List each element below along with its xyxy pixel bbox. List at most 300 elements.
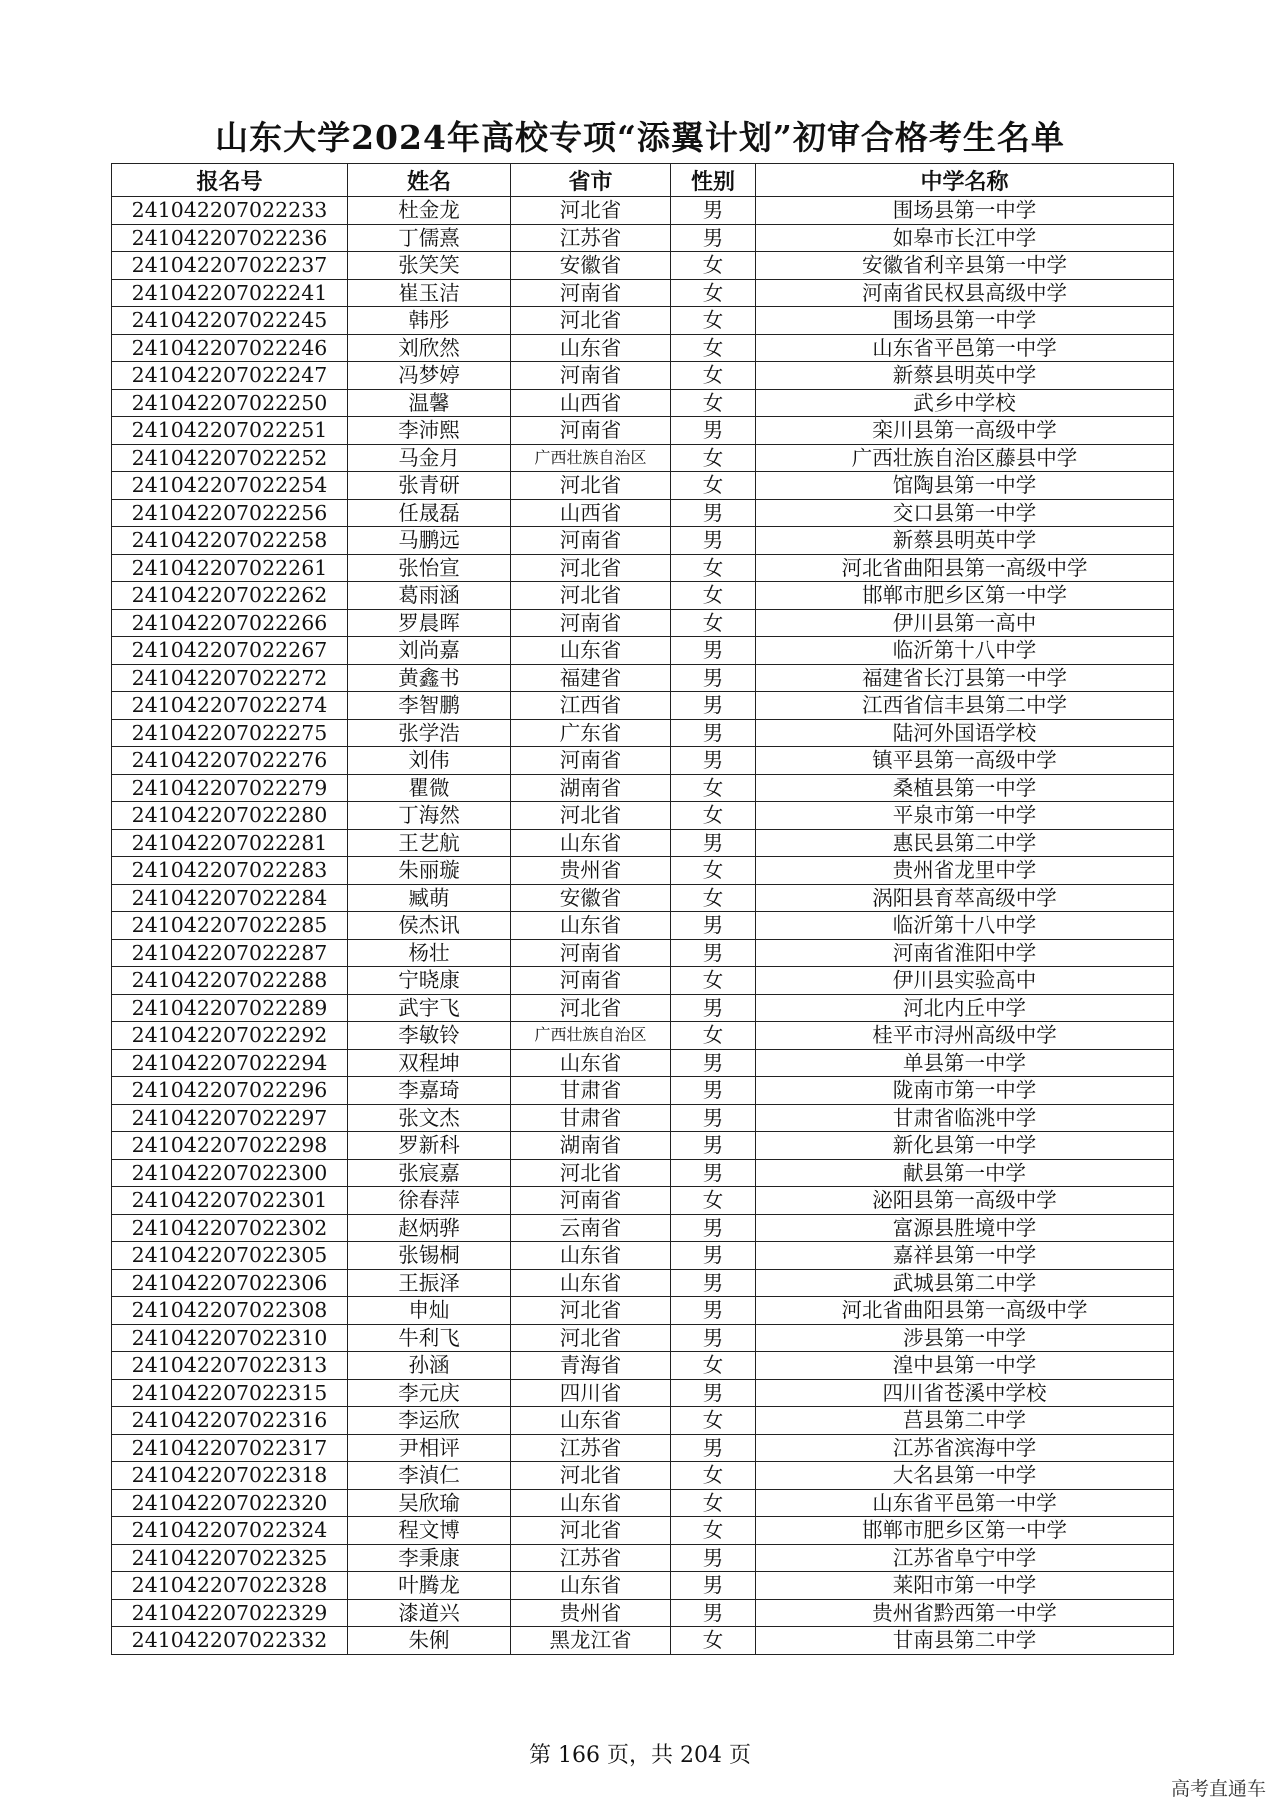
school-cell: 武乡中学校	[756, 389, 1174, 417]
registration-number-cell: 241042207022285	[112, 912, 348, 940]
province-cell: 四川省	[511, 1379, 671, 1407]
registration-number-cell: 241042207022280	[112, 802, 348, 830]
province-cell: 广西壮族自治区	[511, 444, 671, 472]
school-cell: 临沂第十八中学	[756, 912, 1174, 940]
table-row	[112, 1434, 1174, 1462]
registration-number-cell: 241042207022233	[112, 197, 348, 225]
gender-cell: 女	[671, 279, 756, 307]
gender-cell: 男	[671, 417, 756, 445]
registration-number-cell: 241042207022247	[112, 362, 348, 390]
school-cell: 邯郸市肥乡区第一中学	[756, 1517, 1174, 1545]
registration-number-cell: 241042207022315	[112, 1379, 348, 1407]
gender-cell: 男	[671, 1269, 756, 1297]
gender-cell: 男	[671, 527, 756, 555]
gender-cell: 女	[671, 554, 756, 582]
gender-cell: 男	[671, 1379, 756, 1407]
school-cell: 单县第一中学	[756, 1049, 1174, 1077]
registration-number-cell: 241042207022298	[112, 1132, 348, 1160]
registration-number-cell: 241042207022245	[112, 307, 348, 335]
province-cell: 湖南省	[511, 1132, 671, 1160]
gender-cell: 女	[671, 884, 756, 912]
gender-cell: 男	[671, 994, 756, 1022]
school-cell: 大名县第一中学	[756, 1462, 1174, 1490]
name-cell: 朱俐	[348, 1627, 511, 1655]
gender-cell: 男	[671, 664, 756, 692]
province-cell: 甘肃省	[511, 1077, 671, 1105]
registration-number-cell: 241042207022300	[112, 1159, 348, 1187]
gender-cell: 女	[671, 1489, 756, 1517]
table-row	[112, 1242, 1174, 1270]
table-row	[112, 719, 1174, 747]
table-row	[112, 472, 1174, 500]
name-cell: 马鹏远	[348, 527, 511, 555]
gender-cell: 男	[671, 224, 756, 252]
school-cell: 新蔡县明英中学	[756, 362, 1174, 390]
school-cell: 涡阳县育萃高级中学	[756, 884, 1174, 912]
name-cell: 李嘉琦	[348, 1077, 511, 1105]
name-cell: 漆道兴	[348, 1599, 511, 1627]
name-cell: 孙涵	[348, 1352, 511, 1380]
candidate-table	[111, 163, 1174, 1655]
table-row	[112, 1544, 1174, 1572]
name-cell: 李沛熙	[348, 417, 511, 445]
name-cell: 李智鹏	[348, 692, 511, 720]
province-cell: 黑龙江省	[511, 1627, 671, 1655]
table-row	[112, 362, 1174, 390]
school-cell: 贵州省龙里中学	[756, 857, 1174, 885]
school-cell: 惠民县第二中学	[756, 829, 1174, 857]
province-cell: 河北省	[511, 197, 671, 225]
school-cell: 泌阳县第一高级中学	[756, 1187, 1174, 1215]
name-cell: 马金月	[348, 444, 511, 472]
registration-number-cell: 241042207022241	[112, 279, 348, 307]
registration-number-cell: 241042207022289	[112, 994, 348, 1022]
page-title: 山东大学2024年高校专项“添翼计划”初审合格考生名单	[215, 118, 1065, 157]
school-cell: 桂平市浔州高级中学	[756, 1022, 1174, 1050]
name-cell: 崔玉洁	[348, 279, 511, 307]
gender-cell: 男	[671, 829, 756, 857]
name-cell: 罗晨晖	[348, 609, 511, 637]
name-cell: 叶腾龙	[348, 1572, 511, 1600]
registration-number-cell: 241042207022284	[112, 884, 348, 912]
province-cell: 河南省	[511, 967, 671, 995]
school-cell: 临沂第十八中学	[756, 637, 1174, 665]
name-cell: 李秉康	[348, 1544, 511, 1572]
school-cell: 伊川县第一高中	[756, 609, 1174, 637]
school-cell: 陆河外国语学校	[756, 719, 1174, 747]
table-row	[112, 1599, 1174, 1627]
name-cell: 刘尚嘉	[348, 637, 511, 665]
province-cell: 广西壮族自治区	[511, 1022, 671, 1050]
name-cell: 任晟磊	[348, 499, 511, 527]
gender-cell: 女	[671, 472, 756, 500]
province-cell: 安徽省	[511, 884, 671, 912]
registration-number-cell: 241042207022310	[112, 1324, 348, 1352]
province-cell: 河北省	[511, 1517, 671, 1545]
province-cell: 河南省	[511, 747, 671, 775]
province-cell: 山东省	[511, 829, 671, 857]
table-row	[112, 802, 1174, 830]
registration-number-cell: 241042207022324	[112, 1517, 348, 1545]
name-cell: 葛雨涵	[348, 582, 511, 610]
gender-cell: 男	[671, 912, 756, 940]
school-cell: 围场县第一中学	[756, 307, 1174, 335]
name-cell: 宁晓康	[348, 967, 511, 995]
name-cell: 丁儒熹	[348, 224, 511, 252]
school-cell: 栾川县第一高级中学	[756, 417, 1174, 445]
school-cell: 邯郸市肥乡区第一中学	[756, 582, 1174, 610]
table-row	[112, 664, 1174, 692]
table-row	[112, 1132, 1174, 1160]
name-cell: 张青研	[348, 472, 511, 500]
registration-number-cell: 241042207022276	[112, 747, 348, 775]
province-cell: 江苏省	[511, 224, 671, 252]
province-cell: 河北省	[511, 1297, 671, 1325]
school-cell: 贵州省黔西第一中学	[756, 1599, 1174, 1627]
registration-number-cell: 241042207022266	[112, 609, 348, 637]
gender-cell: 女	[671, 1187, 756, 1215]
name-cell: 张学浩	[348, 719, 511, 747]
registration-number-cell: 241042207022281	[112, 829, 348, 857]
page-number: 第 166 页，共 204 页	[529, 1743, 751, 1768]
name-cell: 罗新科	[348, 1132, 511, 1160]
gender-cell: 女	[671, 1627, 756, 1655]
table-row	[112, 1022, 1174, 1050]
gender-cell: 女	[671, 389, 756, 417]
registration-number-cell: 241042207022329	[112, 1599, 348, 1627]
registration-number-cell: 241042207022258	[112, 527, 348, 555]
table-row	[112, 527, 1174, 555]
registration-number-cell: 241042207022275	[112, 719, 348, 747]
table-row	[112, 582, 1174, 610]
table-row	[112, 1627, 1174, 1655]
registration-number-cell: 241042207022313	[112, 1352, 348, 1380]
school-cell: 甘肃省临洮中学	[756, 1104, 1174, 1132]
school-cell: 河南省淮阳中学	[756, 939, 1174, 967]
school-cell: 桑植县第一中学	[756, 774, 1174, 802]
registration-number-cell: 241042207022296	[112, 1077, 348, 1105]
gender-cell: 男	[671, 197, 756, 225]
province-cell: 山东省	[511, 1572, 671, 1600]
name-cell: 侯杰讯	[348, 912, 511, 940]
name-cell: 申灿	[348, 1297, 511, 1325]
school-cell: 镇平县第一高级中学	[756, 747, 1174, 775]
province-cell: 贵州省	[511, 1599, 671, 1627]
province-cell: 湖南省	[511, 774, 671, 802]
table-body	[112, 197, 1174, 1655]
registration-number-cell: 241042207022251	[112, 417, 348, 445]
registration-number-cell: 241042207022252	[112, 444, 348, 472]
table-row	[112, 967, 1174, 995]
name-cell: 张笑笑	[348, 252, 511, 280]
name-cell: 李湞仁	[348, 1462, 511, 1490]
province-cell: 河南省	[511, 609, 671, 637]
registration-number-cell: 241042207022306	[112, 1269, 348, 1297]
table-row	[112, 1159, 1174, 1187]
province-cell: 山东省	[511, 912, 671, 940]
gender-cell: 女	[671, 362, 756, 390]
school-cell: 如皋市长江中学	[756, 224, 1174, 252]
school-cell: 新蔡县明英中学	[756, 527, 1174, 555]
table-row	[112, 747, 1174, 775]
registration-number-cell: 241042207022262	[112, 582, 348, 610]
registration-number-cell: 241042207022250	[112, 389, 348, 417]
gender-cell: 男	[671, 1544, 756, 1572]
gender-cell: 女	[671, 1022, 756, 1050]
name-cell: 王振泽	[348, 1269, 511, 1297]
table-row	[112, 197, 1174, 225]
registration-number-cell: 241042207022325	[112, 1544, 348, 1572]
province-cell: 山东省	[511, 637, 671, 665]
school-cell: 献县第一中学	[756, 1159, 1174, 1187]
table-row	[112, 774, 1174, 802]
registration-number-cell: 241042207022237	[112, 252, 348, 280]
province-cell: 山西省	[511, 499, 671, 527]
table-row	[112, 499, 1174, 527]
name-cell: 尹相评	[348, 1434, 511, 1462]
table-row	[112, 1297, 1174, 1325]
name-cell: 瞿微	[348, 774, 511, 802]
table-row	[112, 1104, 1174, 1132]
gender-cell: 女	[671, 802, 756, 830]
registration-number-cell: 241042207022292	[112, 1022, 348, 1050]
gender-cell: 女	[671, 334, 756, 362]
registration-number-cell: 241042207022305	[112, 1242, 348, 1270]
name-cell: 武宇飞	[348, 994, 511, 1022]
province-cell: 山东省	[511, 1407, 671, 1435]
province-cell: 河南省	[511, 417, 671, 445]
gender-cell: 女	[671, 1462, 756, 1490]
name-cell: 李敏铃	[348, 1022, 511, 1050]
table-row	[112, 1407, 1174, 1435]
gender-cell: 男	[671, 719, 756, 747]
province-cell: 江苏省	[511, 1434, 671, 1462]
gender-cell: 女	[671, 857, 756, 885]
name-cell: 张怡宣	[348, 554, 511, 582]
school-cell: 江苏省滨海中学	[756, 1434, 1174, 1462]
registration-number-cell: 241042207022272	[112, 664, 348, 692]
school-cell: 平泉市第一中学	[756, 802, 1174, 830]
name-cell: 朱丽璇	[348, 857, 511, 885]
gender-cell: 男	[671, 1077, 756, 1105]
name-cell: 刘欣然	[348, 334, 511, 362]
gender-cell: 男	[671, 1324, 756, 1352]
table-row	[112, 307, 1174, 335]
column-header-registration-number: 报名号	[112, 164, 348, 197]
name-cell: 韩彤	[348, 307, 511, 335]
province-cell: 河北省	[511, 307, 671, 335]
table-row	[112, 334, 1174, 362]
gender-cell: 女	[671, 307, 756, 335]
gender-cell: 女	[671, 967, 756, 995]
registration-number-cell: 241042207022318	[112, 1462, 348, 1490]
table-row	[112, 224, 1174, 252]
school-cell: 江西省信丰县第二中学	[756, 692, 1174, 720]
name-cell: 温馨	[348, 389, 511, 417]
province-cell: 河北省	[511, 582, 671, 610]
registration-number-cell: 241042207022328	[112, 1572, 348, 1600]
province-cell: 河南省	[511, 527, 671, 555]
school-cell: 新化县第一中学	[756, 1132, 1174, 1160]
gender-cell: 男	[671, 1242, 756, 1270]
province-cell: 河南省	[511, 362, 671, 390]
province-cell: 河北省	[511, 1159, 671, 1187]
province-cell: 河北省	[511, 1462, 671, 1490]
table-row	[112, 444, 1174, 472]
name-cell: 丁海然	[348, 802, 511, 830]
table-row	[112, 637, 1174, 665]
school-cell: 广西壮族自治区藤县中学	[756, 444, 1174, 472]
gender-cell: 男	[671, 692, 756, 720]
table-row	[112, 279, 1174, 307]
school-cell: 湟中县第一中学	[756, 1352, 1174, 1380]
school-cell: 江苏省阜宁中学	[756, 1544, 1174, 1572]
province-cell: 山西省	[511, 389, 671, 417]
school-cell: 安徽省利辛县第一中学	[756, 252, 1174, 280]
table-row	[112, 994, 1174, 1022]
name-cell: 张文杰	[348, 1104, 511, 1132]
gender-cell: 女	[671, 1352, 756, 1380]
province-cell: 甘肃省	[511, 1104, 671, 1132]
name-cell: 吴欣瑜	[348, 1489, 511, 1517]
gender-cell: 女	[671, 252, 756, 280]
table-row	[112, 1352, 1174, 1380]
province-cell: 贵州省	[511, 857, 671, 885]
province-cell: 河南省	[511, 1187, 671, 1215]
gender-cell: 女	[671, 582, 756, 610]
table-row	[112, 857, 1174, 885]
gender-cell: 男	[671, 1599, 756, 1627]
name-cell: 双程坤	[348, 1049, 511, 1077]
name-cell: 程文博	[348, 1517, 511, 1545]
school-cell: 围场县第一中学	[756, 197, 1174, 225]
province-cell: 青海省	[511, 1352, 671, 1380]
registration-number-cell: 241042207022320	[112, 1489, 348, 1517]
table-row	[112, 829, 1174, 857]
table-row	[112, 417, 1174, 445]
gender-cell: 女	[671, 444, 756, 472]
gender-cell: 男	[671, 1132, 756, 1160]
gender-cell: 男	[671, 637, 756, 665]
province-cell: 山东省	[511, 1242, 671, 1270]
registration-number-cell: 241042207022332	[112, 1627, 348, 1655]
school-cell: 陇南市第一中学	[756, 1077, 1174, 1105]
table-row	[112, 1269, 1174, 1297]
registration-number-cell: 241042207022254	[112, 472, 348, 500]
table-row	[112, 1214, 1174, 1242]
name-cell: 黄鑫书	[348, 664, 511, 692]
registration-number-cell: 241042207022256	[112, 499, 348, 527]
name-cell: 杜金龙	[348, 197, 511, 225]
province-cell: 河南省	[511, 279, 671, 307]
gender-cell: 男	[671, 939, 756, 967]
province-cell: 山东省	[511, 1269, 671, 1297]
table-row	[112, 1049, 1174, 1077]
table-row	[112, 692, 1174, 720]
name-cell: 赵炳骅	[348, 1214, 511, 1242]
school-cell: 河北省曲阳县第一高级中学	[756, 1297, 1174, 1325]
name-cell: 张宸嘉	[348, 1159, 511, 1187]
school-cell: 嘉祥县第一中学	[756, 1242, 1174, 1270]
province-cell: 河南省	[511, 939, 671, 967]
name-cell: 王艺航	[348, 829, 511, 857]
gender-cell: 女	[671, 774, 756, 802]
gender-cell: 女	[671, 1517, 756, 1545]
registration-number-cell: 241042207022261	[112, 554, 348, 582]
registration-number-cell: 241042207022316	[112, 1407, 348, 1435]
province-cell: 福建省	[511, 664, 671, 692]
school-cell: 富源县胜境中学	[756, 1214, 1174, 1242]
registration-number-cell: 241042207022301	[112, 1187, 348, 1215]
name-cell: 刘伟	[348, 747, 511, 775]
school-cell: 武城县第二中学	[756, 1269, 1174, 1297]
registration-number-cell: 241042207022274	[112, 692, 348, 720]
province-cell: 河北省	[511, 994, 671, 1022]
gender-cell: 男	[671, 499, 756, 527]
table-row	[112, 1077, 1174, 1105]
table-row	[112, 1489, 1174, 1517]
gender-cell: 女	[671, 1407, 756, 1435]
school-cell: 甘南县第二中学	[756, 1627, 1174, 1655]
school-cell: 馆陶县第一中学	[756, 472, 1174, 500]
watermark: 高考直通车	[1170, 1778, 1266, 1800]
column-header-province: 省市	[511, 164, 671, 197]
table-row	[112, 1572, 1174, 1600]
gender-cell: 男	[671, 1434, 756, 1462]
name-cell: 冯梦婷	[348, 362, 511, 390]
province-cell: 江西省	[511, 692, 671, 720]
registration-number-cell: 241042207022283	[112, 857, 348, 885]
province-cell: 广东省	[511, 719, 671, 747]
table-row	[112, 1462, 1174, 1490]
column-header-name: 姓名	[348, 164, 511, 197]
province-cell: 山东省	[511, 1489, 671, 1517]
table-row	[112, 389, 1174, 417]
table-row	[112, 884, 1174, 912]
table-row	[112, 1517, 1174, 1545]
name-cell: 杨壮	[348, 939, 511, 967]
school-cell: 交口县第一中学	[756, 499, 1174, 527]
name-cell: 张锡桐	[348, 1242, 511, 1270]
registration-number-cell: 241042207022302	[112, 1214, 348, 1242]
gender-cell: 男	[671, 747, 756, 775]
school-cell: 山东省平邑第一中学	[756, 1489, 1174, 1517]
column-header-gender: 性别	[671, 164, 756, 197]
column-header-school: 中学名称	[756, 164, 1174, 197]
table-row	[112, 252, 1174, 280]
name-cell: 臧萌	[348, 884, 511, 912]
registration-number-cell: 241042207022294	[112, 1049, 348, 1077]
province-cell: 河北省	[511, 802, 671, 830]
table-row	[112, 1187, 1174, 1215]
province-cell: 山东省	[511, 1049, 671, 1077]
province-cell: 云南省	[511, 1214, 671, 1242]
registration-number-cell: 241042207022308	[112, 1297, 348, 1325]
school-cell: 福建省长汀县第一中学	[756, 664, 1174, 692]
school-cell: 河北省曲阳县第一高级中学	[756, 554, 1174, 582]
gender-cell: 男	[671, 1104, 756, 1132]
name-cell: 牛利飞	[348, 1324, 511, 1352]
school-cell: 莒县第二中学	[756, 1407, 1174, 1435]
gender-cell: 男	[671, 1049, 756, 1077]
table-row	[112, 939, 1174, 967]
name-cell: 李元庆	[348, 1379, 511, 1407]
gender-cell: 男	[671, 1572, 756, 1600]
table-row	[112, 912, 1174, 940]
table-row	[112, 554, 1174, 582]
province-cell: 河北省	[511, 472, 671, 500]
school-cell: 四川省苍溪中学校	[756, 1379, 1174, 1407]
